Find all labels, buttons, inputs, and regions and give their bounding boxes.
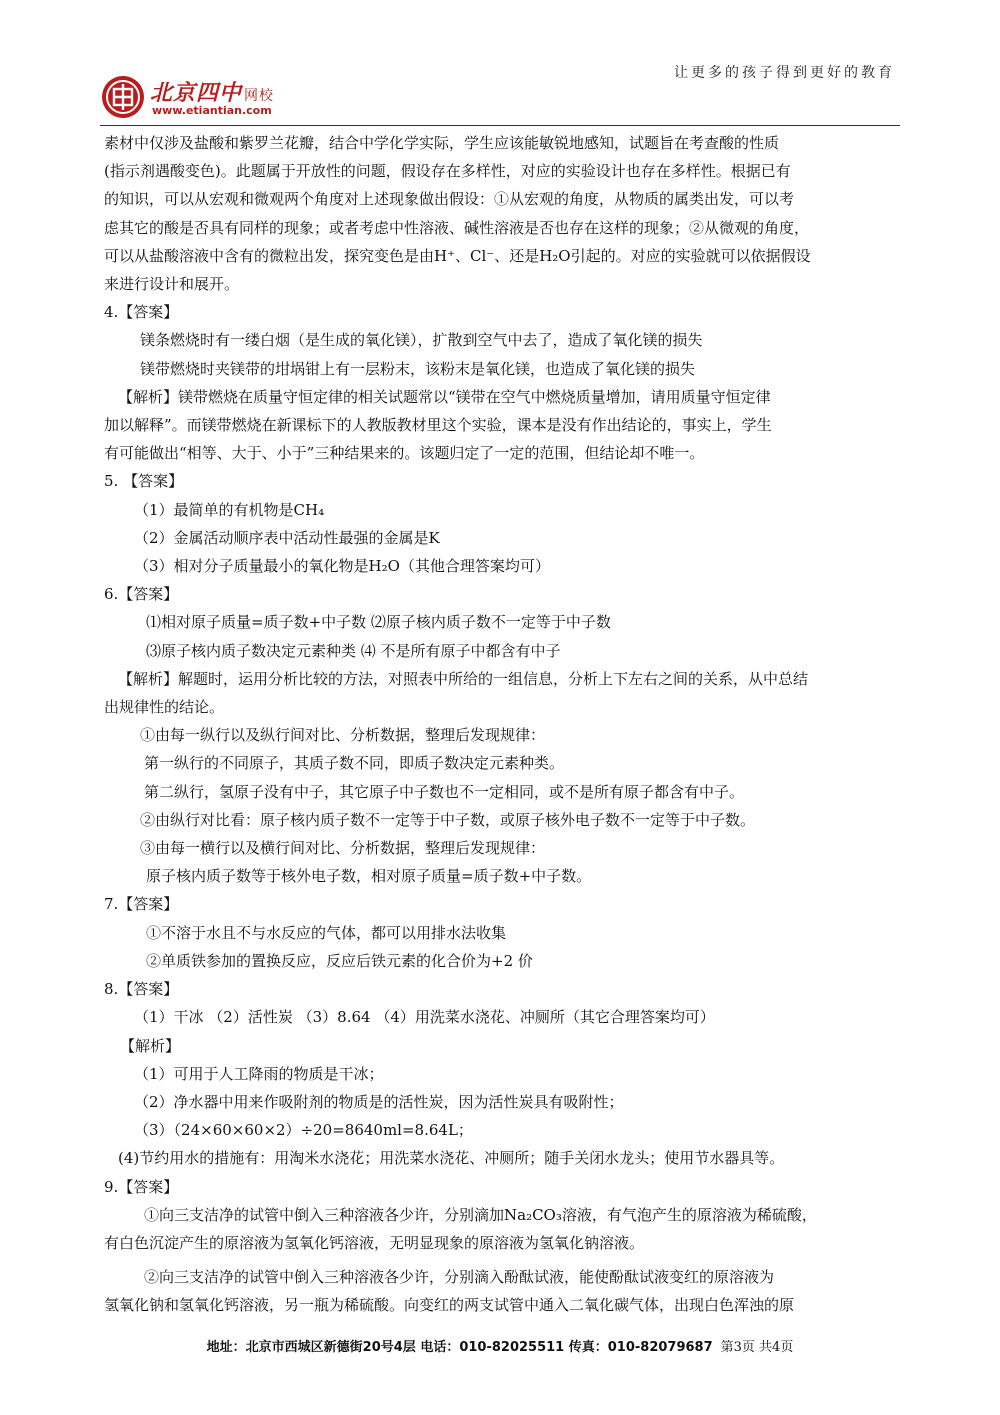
page-header <box>0 0 1000 130</box>
text-line: 素材中仅涉及盐酸和紫罗兰花瓣，结合中学化学实际，学生应该能敏锐地感知，试题旨在考查酸的性质 <box>104 134 780 152</box>
text-line: ②单质铁参加的置换反应，反应后铁元素的化合价为+2 价 <box>146 951 533 970</box>
text-line: （2）金属活动顺序表中活动性最强的金属是K <box>134 528 440 547</box>
answer-heading-5: 5. 【答案】 <box>104 472 184 491</box>
text-line: 虑其它的酸是否具有同样的现象；或者考虑中性溶液、碱性溶液是否也存在这样的现象；②从微观的角度， <box>104 218 810 237</box>
logo-name: 北京四中 网校 <box>150 81 275 106</box>
header-slogan: 让更多的孩子得到更好的教育 <box>674 65 895 81</box>
page-footer <box>0 1336 1000 1355</box>
text-line: ②向三支洁净的试管中倒入三种溶液各少许，分别滴入酚酞试液，能使酚酞试液变红的原溶液为 <box>144 1268 775 1287</box>
text-line: 第二纵行，氢原子没有中子，其它原子中子数也不一定相同，或不是所有原子都含有中子。 <box>144 782 745 801</box>
text-line: 有可能做出“相等、大于、小于”三种结果来的。该题归定了一定的范围，但结论却不唯一。 <box>104 444 705 463</box>
answer-heading-6: 6.【答案】 <box>104 585 179 604</box>
text-line: ⑴相对原子质量=质子数+中子数 ⑵原子核内质子数不一定等于中子数 <box>146 613 611 632</box>
answer-heading-4: 4.【答案】 <box>104 303 179 322</box>
text-line: ③由每一横行以及横行间对比、分析数据，整理后发现规律： <box>140 839 546 858</box>
text-line: （3）相对分子质量最小的氧化物是H₂O（其他合理答案均可） <box>134 557 550 576</box>
text-line: 镁带燃烧时夹镁带的坩埚钳上有一层粉末，该粉末是氧化镁，也造成了氧化镁的损失 <box>140 359 696 378</box>
text-line: （2）净水器中用来作吸附剂的物质是的活性炭，因为活性炭具有吸附性； <box>134 1092 624 1111</box>
answer-heading-8: 8.【答案】 <box>104 980 179 999</box>
header-divider <box>100 125 900 126</box>
text-line: 的知识，可以从宏观和微观两个角度对上述现象做出假设：①从宏观的角度，从物质的属类出发，可以考 <box>104 190 795 209</box>
text-line: 有白色沉淀产生的原溶液为氢氧化钙溶液，无明显现象的原溶液为氢氧化钠溶液。 <box>104 1233 645 1252</box>
text-line: (4)节约用水的措施有：用淘米水浇花；用洗菜水浇花、冲厕所；随手关闭水龙头；使用节水器具等。 <box>118 1149 785 1168</box>
text-line: （1）最简单的有机物是CH₄ <box>134 500 325 519</box>
answer-heading-9: 9.【答案】 <box>104 1177 179 1196</box>
page-number: 第3页 共4页 <box>720 1340 794 1355</box>
answer-heading-7: 7.【答案】 <box>104 895 179 914</box>
text-line: 第一纵行的不同原子，其质子数不同，即质子数决定元素种类。 <box>144 754 565 773</box>
text-line: (指示剂遇酸变色)。此题属于开放性的问题，假设存在多样性，对应的实验设计也存在多样性。根据已有 <box>104 162 791 181</box>
analysis-line: 【解析】解题时，运用分析比较的方法，对照表中所给的一组信息，分析上下左右之间的关系，从中总结 <box>118 669 809 688</box>
text-line: （1）干冰 （2）活性炭 （3）8.64 （4）用洗菜水浇花、冲厕所（其它合理答案均可） <box>134 1008 715 1027</box>
text-line: ⑶原子核内质子数决定元素种类 ⑷ 不是所有原子中都含有中子 <box>146 641 561 660</box>
text-line: 原子核内质子数等于核外电子数，相对原子质量=质子数+中子数。 <box>146 867 592 886</box>
text-line: ②由纵行对比看：原子核内质子数不一定等于中子数，或原子核外电子数不一定等于中子数。 <box>140 810 756 829</box>
logo-emblem-icon <box>100 74 146 120</box>
text-line: 氢氧化钠和氢氧化钙溶液，另一瓶为稀硫酸。向变红的两支试管中通入二氧化碳气体，出现白色浑浊的原 <box>104 1296 795 1315</box>
analysis-line: 【解析】 <box>120 1036 181 1055</box>
text-line: ①由每一纵行以及纵行间对比、分析数据，整理后发现规律： <box>140 726 546 745</box>
text-line: 加以解释”。而镁带燃烧在新课标下的人教版教材里这个实验，课本是没有作出结论的，事实上，学生 <box>104 416 772 435</box>
text-line: ①向三支洁净的试管中倒入三种溶液各少许，分别滴加Na₂CO₃溶液，有气泡产生的原溶液为稀硫酸， <box>144 1205 817 1224</box>
text-line: 来进行设计和展开。 <box>104 275 240 294</box>
analysis-line: 【解析】镁带燃烧在质量守恒定律的相关试题常以“镁带在空气中燃烧质量增加，请用质量守恒定律 <box>118 387 771 406</box>
text-line: 可以从盐酸溶液中含有的微粒出发，探究变色是由H⁺、Cl⁻、还是H₂O引起的。对应的实验就可以依据假设 <box>104 246 811 265</box>
text-line: （1）可用于人工降雨的物质是干冰； <box>134 1064 384 1083</box>
school-logo <box>100 74 330 124</box>
text-line: （3）（24×60×60×2）÷20=8640ml=8.64L； <box>134 1121 473 1140</box>
document-body <box>104 129 900 1320</box>
text-line: 镁条燃烧时有一缕白烟（是生成的氧化镁），扩散到空气中去了，造成了氧化镁的损失 <box>140 331 703 350</box>
text-line: 出规律性的结论。 <box>104 698 225 717</box>
footer-address: 地址：北京市西城区新德街20号4层 电话：010-82025511 传真：010-82079687 <box>206 1340 713 1355</box>
logo-url: www.etiantian.com <box>152 104 272 117</box>
text-line: ①不溶于水且不与水反应的气体，都可以用排水法收集 <box>146 923 507 942</box>
